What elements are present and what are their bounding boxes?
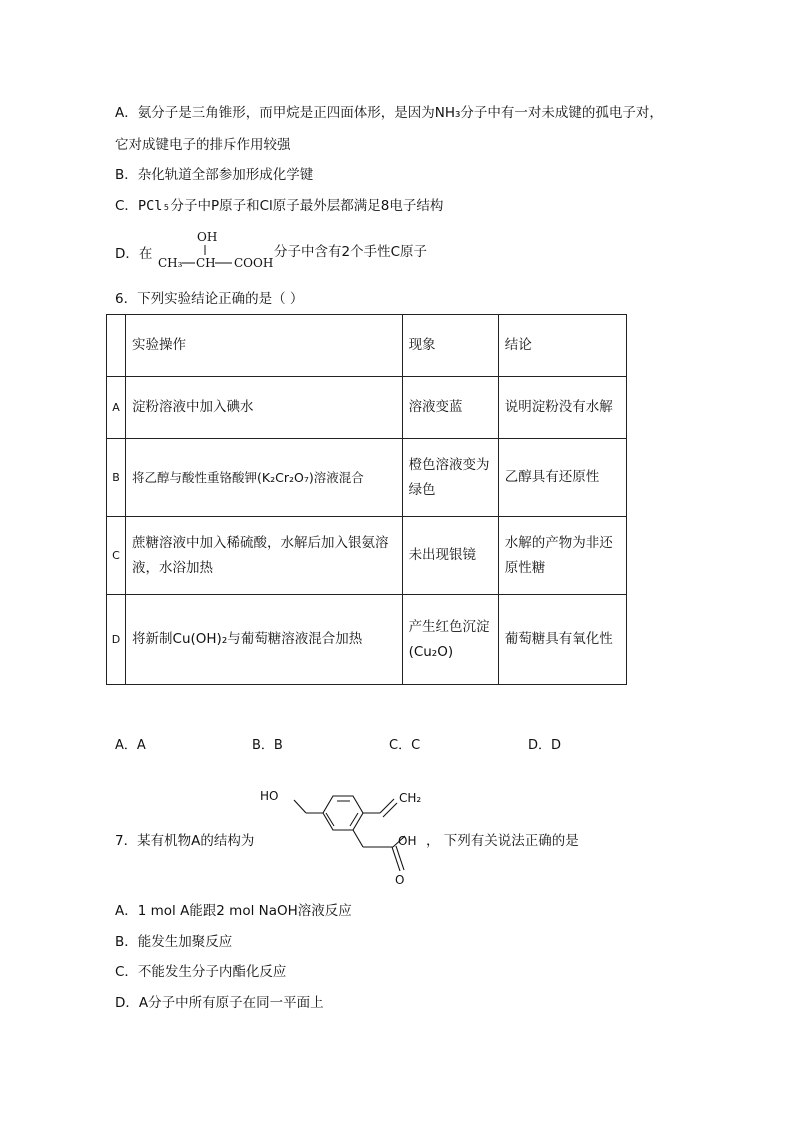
q7-stem-suffix: ， 下列有关说法正确的是 bbox=[426, 833, 579, 849]
q6-table bbox=[106, 314, 627, 685]
header-phenomenon: 现象 bbox=[402, 315, 498, 377]
structure-oh-label: OH bbox=[398, 834, 417, 848]
q5-option-c-prefix: C． bbox=[115, 198, 138, 214]
structure-ch3-label: CH₃ bbox=[158, 256, 183, 270]
q5-option-a-line2: 它对成键电子的排斥作用较强 bbox=[115, 137, 291, 153]
q6-option-b: B．B bbox=[252, 738, 283, 753]
table-row bbox=[107, 377, 627, 439]
row-key: B bbox=[107, 439, 126, 517]
q5-option-d-suffix: 分子中含有2个手性C原子 bbox=[274, 244, 428, 260]
row-operation: 淀粉溶液中加入碘水 bbox=[126, 377, 403, 439]
row-phenomenon: 橙色溶液变为绿色 bbox=[402, 439, 498, 517]
row-phenomenon: 产生红色沉淀(Cu₂O) bbox=[402, 595, 498, 685]
header-operation: 实验操作 bbox=[126, 315, 403, 377]
q7-option-d: D．A分子中所有原子在同一平面上 bbox=[115, 995, 324, 1011]
row-operation: 蔗糖溶液中加入稀硫酸，水解后加入银氨溶液，水浴加热 bbox=[126, 517, 403, 595]
q6-stem: 6．下列实验结论正确的是（ ） bbox=[115, 291, 304, 307]
row-operation: 将乙醇与酸性重铬酸钾(K₂Cr₂O₇)溶液混合 bbox=[126, 439, 403, 517]
lactic-acid-structure bbox=[155, 228, 275, 274]
q5-option-c-formula: PCl₅ bbox=[137, 198, 171, 214]
row-key: D bbox=[107, 595, 126, 685]
q5-option-c bbox=[115, 197, 443, 215]
q7-option-c: C．不能发生分子内酯化反应 bbox=[115, 964, 287, 980]
row-conclusion: 葡萄糖具有氧化性 bbox=[498, 595, 626, 685]
structure-o-label: O bbox=[395, 873, 405, 887]
row-conclusion: 说明淀粉没有水解 bbox=[498, 377, 626, 439]
q7-stem-prefix: 7．某有机物A的结构为 bbox=[115, 833, 255, 849]
table-row bbox=[107, 517, 627, 595]
row-operation: 将新制Cu(OH)₂与葡萄糖溶液混合加热 bbox=[126, 595, 403, 685]
structure-ch-label: CH bbox=[196, 256, 216, 270]
structure-ch2-label: CH₂ bbox=[399, 791, 422, 805]
structure-oh-label: OH bbox=[197, 230, 218, 244]
q6-option-c: C．C bbox=[389, 738, 421, 753]
row-key: A bbox=[107, 377, 126, 439]
row-conclusion: 乙醇具有还原性 bbox=[498, 439, 626, 517]
table-row bbox=[107, 439, 627, 517]
row-key: C bbox=[107, 517, 126, 595]
table-row bbox=[107, 595, 627, 685]
header-key bbox=[107, 315, 126, 377]
q5-option-b: B．杂化轨道全部参加形成化学键 bbox=[115, 167, 314, 183]
row-conclusion: 水解的产物为非还原性糖 bbox=[498, 517, 626, 595]
q6-option-a: A．A bbox=[115, 738, 146, 753]
row-phenomenon: 未出现银镜 bbox=[402, 517, 498, 595]
compound-a-structure bbox=[258, 782, 438, 894]
header-conclusion: 结论 bbox=[498, 315, 626, 377]
q6-option-d: D．D bbox=[528, 738, 562, 753]
q7-option-a: A．1 mol A能跟2 mol NaOH溶液反应 bbox=[115, 903, 352, 919]
table-header-row bbox=[107, 315, 627, 377]
q5-option-a-line1: A．氨分子是三角锥形，而甲烷是正四面体形，是因为NH₃分子中有一对未成键的孤电子对， bbox=[115, 105, 663, 121]
q5-option-c-suffix: 分子中P原子和Cl原子最外层都满足8电子结构 bbox=[170, 198, 444, 214]
q7-option-b: B．能发生加聚反应 bbox=[115, 934, 233, 950]
structure-cooh-label: COOH bbox=[234, 256, 274, 270]
structure-ho-label: HO bbox=[260, 789, 279, 803]
row-phenomenon: 溶液变蓝 bbox=[402, 377, 498, 439]
q5-option-d-prefix: D．在 bbox=[115, 246, 153, 262]
